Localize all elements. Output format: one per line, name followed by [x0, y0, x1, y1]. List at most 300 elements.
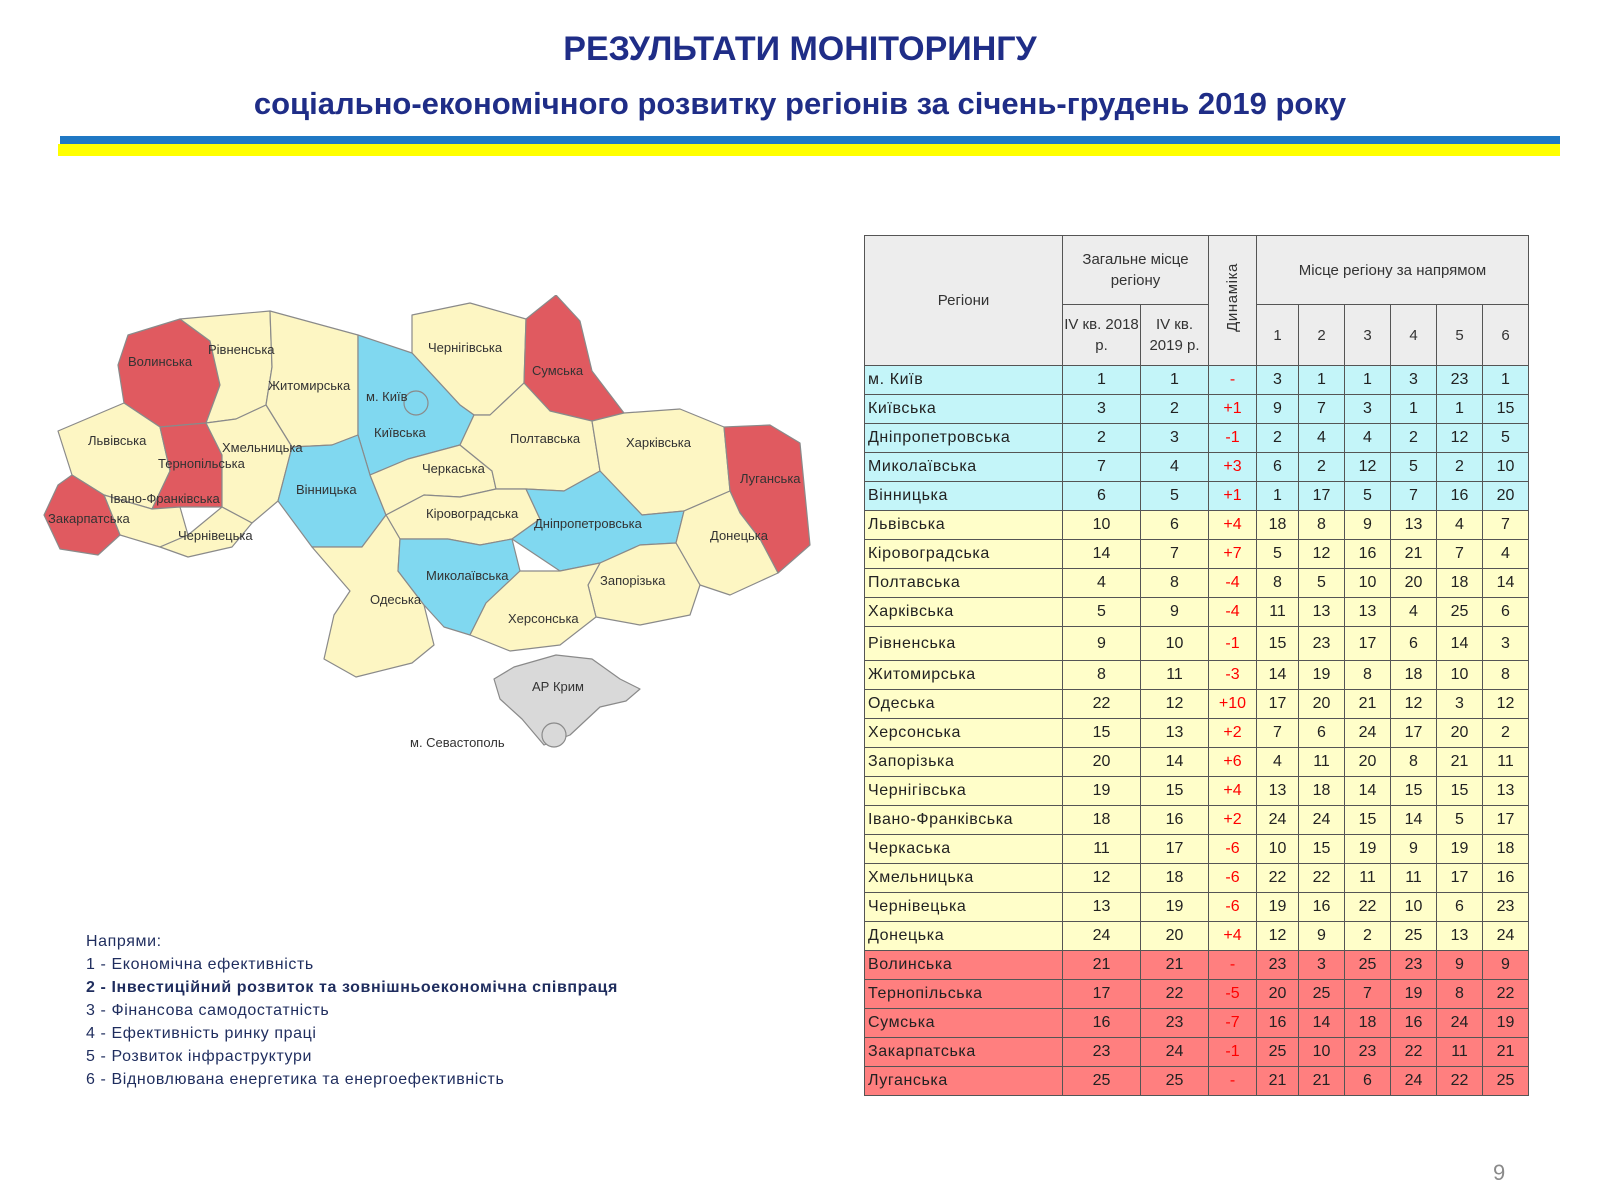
table-row [865, 540, 1529, 569]
direction-5-place: 9 [1437, 951, 1483, 980]
region-name: Сумська [865, 1009, 1063, 1038]
direction-3-place: 24 [1345, 719, 1391, 748]
direction-2-place: 22 [1299, 864, 1345, 893]
region-name: Житомирська [865, 661, 1063, 690]
region-name: Хмельницька [865, 864, 1063, 893]
direction-6-place: 25 [1483, 1067, 1529, 1096]
map-label-volynska: Волинська [128, 354, 193, 369]
table-row [865, 598, 1529, 627]
direction-1-place: 17 [1257, 690, 1299, 719]
overall-place-2019: 14 [1141, 748, 1209, 777]
map-label-sumska: Сумська [532, 363, 584, 378]
dynamics-value: +1 [1209, 482, 1257, 511]
direction-4-place: 17 [1391, 719, 1437, 748]
header-place-by-direction: Місце регіону за напрямом [1257, 236, 1529, 305]
map-label-kyivska: Київська [374, 425, 426, 440]
map-label-kharkivska: Харківська [626, 435, 691, 450]
direction-1-place: 3 [1257, 366, 1299, 395]
map-label-lvivska: Львівська [88, 433, 147, 448]
dynamics-value: -5 [1209, 980, 1257, 1009]
region-name: Донецька [865, 922, 1063, 951]
direction-6-place: 16 [1483, 864, 1529, 893]
dynamics-value: -1 [1209, 627, 1257, 661]
direction-1-place: 7 [1257, 719, 1299, 748]
direction-5-place: 15 [1437, 777, 1483, 806]
map-label-kyiv-city: м. Київ [366, 389, 408, 404]
overall-place-2019: 19 [1141, 893, 1209, 922]
header-direction-2: 2 [1299, 305, 1345, 366]
direction-5-place: 8 [1437, 980, 1483, 1009]
legend-item: 4 - Ефективність ринку праці [86, 1025, 317, 1042]
direction-1-place: 8 [1257, 569, 1299, 598]
direction-3-place: 25 [1345, 951, 1391, 980]
map-region-kyiv-city [404, 391, 428, 415]
direction-4-place: 23 [1391, 951, 1437, 980]
direction-3-place: 15 [1345, 806, 1391, 835]
overall-place-2018: 5 [1063, 598, 1141, 627]
direction-5-place: 5 [1437, 806, 1483, 835]
region-name: Запорізька [865, 748, 1063, 777]
dynamics-value: - [1209, 951, 1257, 980]
overall-place-2018: 25 [1063, 1067, 1141, 1096]
header-q2018: IV кв. 2018 р. [1063, 305, 1141, 366]
direction-2-place: 23 [1299, 627, 1345, 661]
region-name: Одеська [865, 690, 1063, 719]
header-regions: Регіони [865, 236, 1063, 366]
direction-5-place: 21 [1437, 748, 1483, 777]
direction-5-place: 11 [1437, 1038, 1483, 1067]
region-name: Рівненська [865, 627, 1063, 661]
overall-place-2019: 4 [1141, 453, 1209, 482]
direction-3-place: 8 [1345, 661, 1391, 690]
direction-1-place: 21 [1257, 1067, 1299, 1096]
direction-4-place: 10 [1391, 893, 1437, 922]
overall-place-2018: 6 [1063, 482, 1141, 511]
page-number: 9 [1493, 1160, 1506, 1185]
direction-3-place: 19 [1345, 835, 1391, 864]
direction-3-place: 23 [1345, 1038, 1391, 1067]
direction-5-place: 2 [1437, 453, 1483, 482]
direction-1-place: 9 [1257, 395, 1299, 424]
dynamics-value: -1 [1209, 1038, 1257, 1067]
overall-place-2019: 8 [1141, 569, 1209, 598]
direction-5-place: 25 [1437, 598, 1483, 627]
direction-4-place: 6 [1391, 627, 1437, 661]
direction-5-place: 7 [1437, 540, 1483, 569]
direction-4-place: 14 [1391, 806, 1437, 835]
region-name: Дніпропетровська [865, 424, 1063, 453]
direction-5-place: 12 [1437, 424, 1483, 453]
region-name: Волинська [865, 951, 1063, 980]
direction-6-place: 13 [1483, 777, 1529, 806]
direction-2-place: 6 [1299, 719, 1345, 748]
dynamics-value: +6 [1209, 748, 1257, 777]
direction-3-place: 5 [1345, 482, 1391, 511]
direction-3-place: 16 [1345, 540, 1391, 569]
region-name: Миколаївська [865, 453, 1063, 482]
table-row [865, 835, 1529, 864]
overall-place-2019: 10 [1141, 627, 1209, 661]
overall-place-2018: 8 [1063, 661, 1141, 690]
legend-item: 2 - Інвестиційний розвиток та зовнішньоекономічна співпраця [86, 979, 618, 996]
direction-4-place: 25 [1391, 922, 1437, 951]
direction-2-place: 16 [1299, 893, 1345, 922]
direction-2-place: 10 [1299, 1038, 1345, 1067]
direction-1-place: 6 [1257, 453, 1299, 482]
direction-1-place: 11 [1257, 598, 1299, 627]
direction-5-place: 13 [1437, 922, 1483, 951]
map-label-mykolaivska: Миколаївська [426, 568, 509, 583]
map-label-rivnenska: Рівненська [208, 342, 275, 357]
table-row [865, 482, 1529, 511]
table-row [865, 922, 1529, 951]
header-dynamics-label: Динаміка [1224, 263, 1241, 332]
overall-place-2018: 1 [1063, 366, 1141, 395]
direction-2-place: 1 [1299, 366, 1345, 395]
map-label-khersonska: Херсонська [508, 611, 579, 626]
map-label-dnipropetrovska: Дніпропетровська [534, 516, 642, 531]
direction-5-place: 20 [1437, 719, 1483, 748]
region-name: м. Київ [865, 366, 1063, 395]
region-name: Полтавська [865, 569, 1063, 598]
direction-2-place: 18 [1299, 777, 1345, 806]
overall-place-2018: 22 [1063, 690, 1141, 719]
direction-6-place: 11 [1483, 748, 1529, 777]
direction-6-place: 21 [1483, 1038, 1529, 1067]
table-row [865, 980, 1529, 1009]
dynamics-value: +4 [1209, 922, 1257, 951]
direction-6-place: 10 [1483, 453, 1529, 482]
direction-5-place: 23 [1437, 366, 1483, 395]
overall-place-2018: 17 [1063, 980, 1141, 1009]
legend-item: 1 - Економічна ефективність [86, 956, 314, 973]
dynamics-value: +4 [1209, 777, 1257, 806]
overall-place-2019: 12 [1141, 690, 1209, 719]
map-label-donetska: Донецька [710, 528, 769, 543]
map-label-zakarpatska: Закарпатська [48, 511, 130, 526]
map-label-cherkaska: Черкаська [422, 461, 485, 476]
direction-3-place: 14 [1345, 777, 1391, 806]
map-label-kirovohradska: Кіровоградська [426, 506, 519, 521]
directions-legend [86, 930, 618, 1091]
table-row [865, 569, 1529, 598]
map-label-sevastopol: м. Севастополь [410, 735, 505, 750]
direction-4-place: 2 [1391, 424, 1437, 453]
direction-6-place: 24 [1483, 922, 1529, 951]
direction-2-place: 19 [1299, 661, 1345, 690]
overall-place-2018: 4 [1063, 569, 1141, 598]
direction-2-place: 15 [1299, 835, 1345, 864]
flag-stripe-blue [60, 136, 1560, 144]
direction-1-place: 1 [1257, 482, 1299, 511]
table-row [865, 1009, 1529, 1038]
table-row [865, 864, 1529, 893]
overall-place-2018: 19 [1063, 777, 1141, 806]
region-name: Чернігівська [865, 777, 1063, 806]
region-name: Тернопільська [865, 980, 1063, 1009]
dynamics-value: -1 [1209, 424, 1257, 453]
overall-place-2019: 2 [1141, 395, 1209, 424]
overall-place-2018: 15 [1063, 719, 1141, 748]
header-direction-6: 6 [1483, 305, 1529, 366]
direction-3-place: 22 [1345, 893, 1391, 922]
direction-6-place: 8 [1483, 661, 1529, 690]
direction-6-place: 12 [1483, 690, 1529, 719]
direction-3-place: 12 [1345, 453, 1391, 482]
direction-6-place: 5 [1483, 424, 1529, 453]
table-row [865, 453, 1529, 482]
overall-place-2019: 1 [1141, 366, 1209, 395]
direction-6-place: 1 [1483, 366, 1529, 395]
direction-1-place: 22 [1257, 864, 1299, 893]
overall-place-2019: 25 [1141, 1067, 1209, 1096]
region-name: Івано-Франківська [865, 806, 1063, 835]
overall-place-2019: 18 [1141, 864, 1209, 893]
direction-4-place: 7 [1391, 482, 1437, 511]
overall-place-2018: 18 [1063, 806, 1141, 835]
dynamics-value: - [1209, 366, 1257, 395]
direction-2-place: 20 [1299, 690, 1345, 719]
legend-item: 6 - Відновлювана енергетика та енергоефективність [86, 1071, 505, 1088]
overall-place-2019: 20 [1141, 922, 1209, 951]
overall-place-2018: 7 [1063, 453, 1141, 482]
direction-3-place: 7 [1345, 980, 1391, 1009]
dynamics-value: - [1209, 1067, 1257, 1096]
rankings-table-body [865, 366, 1529, 1096]
map-label-ivano-frankivska: Івано-Франківська [110, 491, 220, 506]
direction-3-place: 9 [1345, 511, 1391, 540]
direction-4-place: 9 [1391, 835, 1437, 864]
overall-place-2018: 11 [1063, 835, 1141, 864]
table-row [865, 951, 1529, 980]
direction-3-place: 13 [1345, 598, 1391, 627]
direction-6-place: 9 [1483, 951, 1529, 980]
dynamics-value: -6 [1209, 835, 1257, 864]
region-name: Луганська [865, 1067, 1063, 1096]
map-label-chernivetska: Чернівецька [178, 528, 253, 543]
dynamics-value: -6 [1209, 893, 1257, 922]
direction-6-place: 2 [1483, 719, 1529, 748]
legend-item: 3 - Фінансова самодостатність [86, 1002, 330, 1019]
direction-2-place: 11 [1299, 748, 1345, 777]
overall-place-2019: 16 [1141, 806, 1209, 835]
direction-2-place: 24 [1299, 806, 1345, 835]
dynamics-value: +10 [1209, 690, 1257, 719]
direction-5-place: 17 [1437, 864, 1483, 893]
dynamics-value: +2 [1209, 719, 1257, 748]
direction-6-place: 14 [1483, 569, 1529, 598]
direction-1-place: 19 [1257, 893, 1299, 922]
region-name: Чернівецька [865, 893, 1063, 922]
map-label-luhanska: Луганська [740, 471, 801, 486]
direction-4-place: 18 [1391, 661, 1437, 690]
direction-4-place: 24 [1391, 1067, 1437, 1096]
map-region-sevastopol [542, 723, 566, 747]
overall-place-2018: 21 [1063, 951, 1141, 980]
direction-1-place: 10 [1257, 835, 1299, 864]
direction-4-place: 1 [1391, 395, 1437, 424]
table-row [865, 806, 1529, 835]
direction-3-place: 18 [1345, 1009, 1391, 1038]
overall-place-2018: 23 [1063, 1038, 1141, 1067]
overall-place-2019: 6 [1141, 511, 1209, 540]
table-row [865, 777, 1529, 806]
overall-place-2018: 20 [1063, 748, 1141, 777]
page-title: РЕЗУЛЬТАТИ МОНІТОРИНГУ [563, 30, 1037, 68]
direction-4-place: 16 [1391, 1009, 1437, 1038]
direction-3-place: 2 [1345, 922, 1391, 951]
direction-1-place: 2 [1257, 424, 1299, 453]
overall-place-2019: 13 [1141, 719, 1209, 748]
direction-6-place: 23 [1483, 893, 1529, 922]
table-row [865, 719, 1529, 748]
region-name: Черкаська [865, 835, 1063, 864]
direction-1-place: 16 [1257, 1009, 1299, 1038]
map-label-odeska: Одеська [370, 592, 422, 607]
direction-1-place: 12 [1257, 922, 1299, 951]
map-label-zaporizka: Запорізька [600, 573, 666, 588]
direction-3-place: 11 [1345, 864, 1391, 893]
overall-place-2018: 10 [1063, 511, 1141, 540]
direction-5-place: 24 [1437, 1009, 1483, 1038]
header-overall-place: Загальне місце регіону [1063, 236, 1209, 305]
direction-4-place: 4 [1391, 598, 1437, 627]
overall-place-2019: 22 [1141, 980, 1209, 1009]
region-name: Херсонська [865, 719, 1063, 748]
direction-2-place: 13 [1299, 598, 1345, 627]
dynamics-value: -7 [1209, 1009, 1257, 1038]
direction-5-place: 6 [1437, 893, 1483, 922]
direction-5-place: 10 [1437, 661, 1483, 690]
flag-stripe-yellow [58, 144, 1560, 156]
region-name: Харківська [865, 598, 1063, 627]
dynamics-value: +3 [1209, 453, 1257, 482]
overall-place-2018: 12 [1063, 864, 1141, 893]
direction-2-place: 21 [1299, 1067, 1345, 1096]
overall-place-2018: 3 [1063, 395, 1141, 424]
overall-place-2019: 11 [1141, 661, 1209, 690]
region-name: Кіровоградська [865, 540, 1063, 569]
direction-1-place: 13 [1257, 777, 1299, 806]
direction-4-place: 11 [1391, 864, 1437, 893]
overall-place-2019: 23 [1141, 1009, 1209, 1038]
table-row [865, 1038, 1529, 1067]
direction-2-place: 9 [1299, 922, 1345, 951]
table-row [865, 690, 1529, 719]
direction-3-place: 21 [1345, 690, 1391, 719]
direction-1-place: 14 [1257, 661, 1299, 690]
dynamics-value: +1 [1209, 395, 1257, 424]
direction-2-place: 2 [1299, 453, 1345, 482]
table-row [865, 424, 1529, 453]
table-row [865, 366, 1529, 395]
direction-4-place: 20 [1391, 569, 1437, 598]
direction-5-place: 19 [1437, 835, 1483, 864]
direction-5-place: 3 [1437, 690, 1483, 719]
direction-6-place: 7 [1483, 511, 1529, 540]
direction-1-place: 25 [1257, 1038, 1299, 1067]
page-subtitle: соціально-економічного розвитку регіонів за січень-грудень 2019 року [253, 86, 1347, 121]
direction-1-place: 20 [1257, 980, 1299, 1009]
direction-1-place: 23 [1257, 951, 1299, 980]
map-label-crimea: АР Крим [532, 679, 584, 694]
map-label-vinnytska: Вінницька [296, 482, 357, 497]
overall-place-2018: 13 [1063, 893, 1141, 922]
direction-5-place: 18 [1437, 569, 1483, 598]
dynamics-value: +4 [1209, 511, 1257, 540]
direction-5-place: 14 [1437, 627, 1483, 661]
direction-4-place: 3 [1391, 366, 1437, 395]
direction-2-place: 14 [1299, 1009, 1345, 1038]
table-row [865, 661, 1529, 690]
direction-3-place: 1 [1345, 366, 1391, 395]
header-direction-3: 3 [1345, 305, 1391, 366]
direction-1-place: 5 [1257, 540, 1299, 569]
region-name: Закарпатська [865, 1038, 1063, 1067]
overall-place-2019: 7 [1141, 540, 1209, 569]
map-label-poltavska: Полтавська [510, 431, 581, 446]
overall-place-2019: 5 [1141, 482, 1209, 511]
direction-5-place: 22 [1437, 1067, 1483, 1096]
overall-place-2018: 2 [1063, 424, 1141, 453]
overall-place-2019: 21 [1141, 951, 1209, 980]
direction-2-place: 5 [1299, 569, 1345, 598]
direction-4-place: 12 [1391, 690, 1437, 719]
header-direction-4: 4 [1391, 305, 1437, 366]
overall-place-2018: 24 [1063, 922, 1141, 951]
overall-place-2019: 24 [1141, 1038, 1209, 1067]
table-row [865, 893, 1529, 922]
direction-3-place: 6 [1345, 1067, 1391, 1096]
direction-6-place: 22 [1483, 980, 1529, 1009]
header-direction-5: 5 [1437, 305, 1483, 366]
direction-3-place: 20 [1345, 748, 1391, 777]
direction-4-place: 15 [1391, 777, 1437, 806]
rankings-table [864, 235, 1529, 1096]
table-row [865, 395, 1529, 424]
direction-2-place: 4 [1299, 424, 1345, 453]
overall-place-2019: 3 [1141, 424, 1209, 453]
table-row [865, 748, 1529, 777]
table-row [865, 627, 1529, 661]
legend-item: 5 - Розвиток інфраструктури [86, 1048, 313, 1065]
header-direction-1: 1 [1257, 305, 1299, 366]
regions-map [40, 295, 840, 775]
dynamics-value: -4 [1209, 598, 1257, 627]
direction-1-place: 24 [1257, 806, 1299, 835]
overall-place-2018: 16 [1063, 1009, 1141, 1038]
direction-1-place: 4 [1257, 748, 1299, 777]
overall-place-2019: 9 [1141, 598, 1209, 627]
map-label-khmelnytska: Хмельницька [222, 440, 303, 455]
region-name: Львівська [865, 511, 1063, 540]
dynamics-value: -3 [1209, 661, 1257, 690]
direction-6-place: 17 [1483, 806, 1529, 835]
dynamics-value: +2 [1209, 806, 1257, 835]
table-row [865, 1067, 1529, 1096]
direction-2-place: 12 [1299, 540, 1345, 569]
direction-3-place: 17 [1345, 627, 1391, 661]
direction-5-place: 1 [1437, 395, 1483, 424]
direction-1-place: 15 [1257, 627, 1299, 661]
direction-2-place: 3 [1299, 951, 1345, 980]
legend-heading: Напрями: [86, 933, 162, 950]
dynamics-value: -4 [1209, 569, 1257, 598]
table-row [865, 511, 1529, 540]
direction-2-place: 17 [1299, 482, 1345, 511]
map-label-chernihivska: Чернігівська [428, 340, 503, 355]
overall-place-2018: 9 [1063, 627, 1141, 661]
